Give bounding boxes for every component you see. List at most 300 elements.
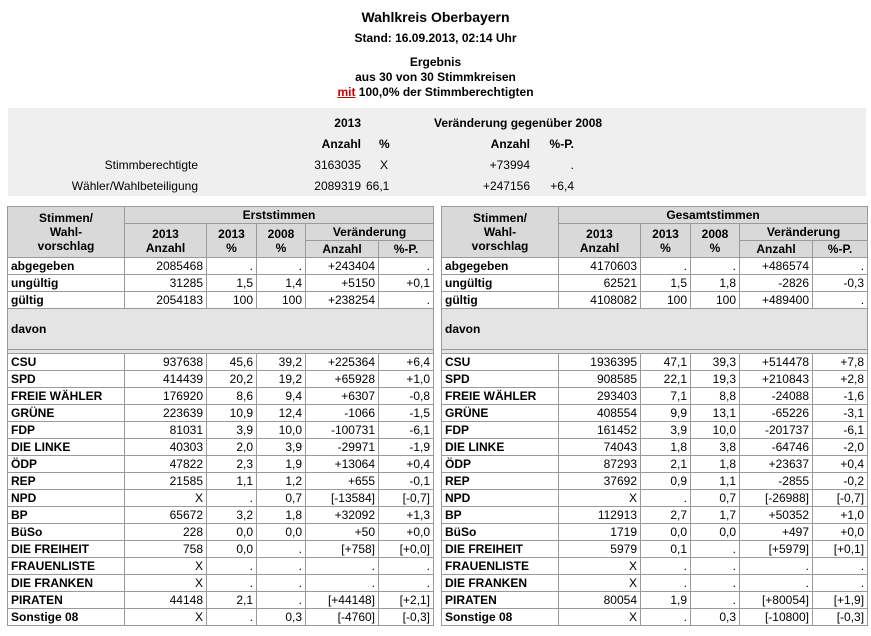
table-row xyxy=(8,439,434,456)
cell-pct-2013: 2,0 xyxy=(207,439,257,456)
cell-change: . xyxy=(740,575,813,592)
summary-row xyxy=(8,175,702,196)
row-label: CSU xyxy=(8,354,125,371)
row-label: FDP xyxy=(8,422,125,439)
cell-pct-2013: . xyxy=(641,258,691,275)
summary-year: 2013 xyxy=(334,115,361,130)
row-label: Sonstige 08 xyxy=(442,609,559,626)
cell-pct-2008: 1,8 xyxy=(691,456,740,473)
cell-pct-2013: 0,1 xyxy=(641,541,691,558)
summary-pct: X xyxy=(380,157,389,172)
table-row xyxy=(442,490,868,507)
group-header: Erststimmen xyxy=(125,207,434,224)
row-label: abgegeben xyxy=(442,258,559,275)
cell-pct-2008: 0,3 xyxy=(691,609,740,626)
cell-change: +238254 xyxy=(306,292,379,309)
cell-pct-2013: . xyxy=(207,575,257,592)
cell-pct-2008: 10,0 xyxy=(691,422,740,439)
row-label: REP xyxy=(8,473,125,490)
cell-pct-2008: 9,4 xyxy=(257,388,306,405)
cell-change: +6307 xyxy=(306,388,379,405)
cell-anzahl: X xyxy=(559,575,641,592)
cell-change: [+80054] xyxy=(740,592,813,609)
row-label: FREIE WÄHLER xyxy=(442,388,559,405)
cell-change: +5150 xyxy=(306,275,379,292)
cell-anzahl: 81031 xyxy=(125,422,207,439)
cell-pct-2008: 19,3 xyxy=(691,371,740,388)
summary-label: Wähler/Wahlbeteiligung xyxy=(71,178,198,193)
cell-change: -201737 xyxy=(740,422,813,439)
row-label: BüSo xyxy=(442,524,559,541)
cell-anzahl: 87293 xyxy=(559,456,641,473)
cell-change-pctp: +0,4 xyxy=(813,456,868,473)
header-2013-pct xyxy=(207,224,257,258)
cell-change: -100731 xyxy=(306,422,379,439)
table-row xyxy=(442,609,868,626)
cell-pct-2008: 1,1 xyxy=(691,473,740,490)
table-row xyxy=(8,422,434,439)
cell-pct-2008: 39,2 xyxy=(257,354,306,371)
summary-col-pct: % xyxy=(379,136,390,151)
cell-change: +486574 xyxy=(740,258,813,275)
cell-pct-2008: . xyxy=(691,558,740,575)
table-row xyxy=(8,592,434,609)
cell-anzahl: 1719 xyxy=(559,524,641,541)
cell-pct-2013: 100 xyxy=(207,292,257,309)
cell-pct-2013: . xyxy=(207,258,257,275)
cell-pct-2013: . xyxy=(641,609,691,626)
cell-pct-2008: 12,4 xyxy=(257,405,306,422)
row-label: DIE FRANKEN xyxy=(442,575,559,592)
cell-pct-2008: . xyxy=(691,575,740,592)
cell-change: [+758] xyxy=(306,541,379,558)
header-year-2013: 2013 xyxy=(652,226,679,241)
cell-change-pctp: [+0,0] xyxy=(379,541,434,558)
summary-row xyxy=(8,154,702,175)
cell-change-pctp: -6,1 xyxy=(813,422,868,439)
cell-change: [-10800] xyxy=(740,609,813,626)
cell-change-pctp: . xyxy=(813,292,868,309)
cell-anzahl: X xyxy=(125,609,207,626)
cell-pct-2013: 20,2 xyxy=(207,371,257,388)
cell-anzahl: 40303 xyxy=(125,439,207,456)
summary-col-anzahl: Anzahl xyxy=(321,136,361,151)
cell-pct-2008: 13,1 xyxy=(691,405,740,422)
cell-anzahl: 112913 xyxy=(559,507,641,524)
header-year-2013: 2013 xyxy=(218,226,245,241)
cell-anzahl: 37692 xyxy=(559,473,641,490)
header-change-anzahl: Anzahl xyxy=(306,241,379,258)
cell-pct-2008: 3,9 xyxy=(257,439,306,456)
row-label: NPD xyxy=(8,490,125,507)
table-row xyxy=(442,405,868,422)
cell-pct-2013: 45,6 xyxy=(207,354,257,371)
table-row xyxy=(442,371,868,388)
cell-change: -2826 xyxy=(740,275,813,292)
mit-link[interactable]: mit xyxy=(337,85,356,99)
cell-change-pctp: +2,8 xyxy=(813,371,868,388)
cell-pct-2013: 3,2 xyxy=(207,507,257,524)
cell-anzahl: 4170603 xyxy=(559,258,641,275)
cell-change: [-13584] xyxy=(306,490,379,507)
cell-anzahl: X xyxy=(559,609,641,626)
cell-pct-2008: 10,0 xyxy=(257,422,306,439)
cell-pct-2008: 1,7 xyxy=(691,507,740,524)
page-header xyxy=(0,0,871,100)
davon-label: davon xyxy=(8,309,434,350)
cell-pct-2013: 3,9 xyxy=(641,422,691,439)
cell-change-pctp: . xyxy=(379,292,434,309)
cell-change-pctp: [-0,7] xyxy=(379,490,434,507)
cell-change-pctp: [-0,3] xyxy=(813,609,868,626)
cell-pct-2013: . xyxy=(641,558,691,575)
cell-change: -29971 xyxy=(306,439,379,456)
cell-pct-2013: 1,8 xyxy=(641,439,691,456)
cell-pct-2008: 19,2 xyxy=(257,371,306,388)
cell-anzahl: 65672 xyxy=(125,507,207,524)
header-pct: % xyxy=(226,240,237,255)
header-2008-pct xyxy=(257,224,306,258)
cell-pct-2008: . xyxy=(691,592,740,609)
cell-pct-2008: 1,8 xyxy=(691,275,740,292)
table-row xyxy=(442,292,868,309)
cell-pct-2013: 2,7 xyxy=(641,507,691,524)
cell-pct-2013: 1,9 xyxy=(641,592,691,609)
cell-change-pctp: . xyxy=(813,258,868,275)
summary-anzahl: 2089319 xyxy=(314,178,361,193)
cell-pct-2008: 0,7 xyxy=(691,490,740,507)
table-row xyxy=(8,258,434,275)
header-change-anzahl: Anzahl xyxy=(740,241,813,258)
header-2013-pct xyxy=(641,224,691,258)
cell-pct-2013: 22,1 xyxy=(641,371,691,388)
row-label: DIE LINKE xyxy=(8,439,125,456)
table-row xyxy=(442,558,868,575)
cell-pct-2008: 1,2 xyxy=(257,473,306,490)
cell-anzahl: X xyxy=(559,558,641,575)
cell-pct-2013: 47,1 xyxy=(641,354,691,371)
cell-change: +497 xyxy=(740,524,813,541)
header-year-2013: 2013 xyxy=(152,226,179,241)
cell-change: +13064 xyxy=(306,456,379,473)
table-row xyxy=(442,575,868,592)
erststimmen-table xyxy=(7,206,434,626)
cell-pct-2013: 2,3 xyxy=(207,456,257,473)
gesamtstimmen-table xyxy=(441,206,868,626)
cell-anzahl: 4108082 xyxy=(559,292,641,309)
cell-pct-2008: 0,0 xyxy=(691,524,740,541)
table-row xyxy=(442,524,868,541)
cell-change-pctp: +7,8 xyxy=(813,354,868,371)
cell-pct-2013: . xyxy=(207,609,257,626)
cell-change: +50 xyxy=(306,524,379,541)
cell-anzahl: 223639 xyxy=(125,405,207,422)
cell-pct-2013: 1,5 xyxy=(207,275,257,292)
cell-change-pctp: -1,5 xyxy=(379,405,434,422)
cell-pct-2013: . xyxy=(641,490,691,507)
cell-change-pctp: . xyxy=(379,558,434,575)
table-row xyxy=(8,575,434,592)
cell-change-pctp: +1,0 xyxy=(379,371,434,388)
cell-anzahl: 228 xyxy=(125,524,207,541)
header-veraenderung: Veränderung xyxy=(740,224,868,241)
cell-change: +489400 xyxy=(740,292,813,309)
table-row xyxy=(8,541,434,558)
summary-change: +73994 xyxy=(489,157,530,172)
cell-change: -64746 xyxy=(740,439,813,456)
table-row xyxy=(442,275,868,292)
row-label: SPD xyxy=(8,371,125,388)
cell-change-pctp: -2,0 xyxy=(813,439,868,456)
row-label: PIRATEN xyxy=(8,592,125,609)
cell-pct-2013: 8,6 xyxy=(207,388,257,405)
row-label: CSU xyxy=(442,354,559,371)
stimmkreise-count: aus 30 von 30 Stimmkreisen xyxy=(355,70,516,84)
header-2013-anzahl xyxy=(559,224,641,258)
cell-pct-2008: 0,0 xyxy=(257,524,306,541)
table-row xyxy=(8,473,434,490)
header-change-pctp: %-P. xyxy=(379,241,434,258)
cell-anzahl: 2085468 xyxy=(125,258,207,275)
group-header: Gesamtstimmen xyxy=(559,207,868,224)
table-row xyxy=(442,456,868,473)
cell-change-pctp: . xyxy=(813,575,868,592)
cell-pct-2013: 7,1 xyxy=(641,388,691,405)
cell-anzahl: 414439 xyxy=(125,371,207,388)
header-stimmen-wahlvorschlag xyxy=(442,207,559,258)
table-row xyxy=(442,473,868,490)
cell-pct-2008: . xyxy=(257,575,306,592)
row-label: BP xyxy=(442,507,559,524)
cell-change: [-4760] xyxy=(306,609,379,626)
table-row xyxy=(442,541,868,558)
cell-change-pctp: [-0,7] xyxy=(813,490,868,507)
summary-col-anzahl2: Anzahl xyxy=(490,136,530,151)
cell-pct-2013: . xyxy=(207,558,257,575)
cell-change: -24088 xyxy=(740,388,813,405)
summary-anzahl: 3163035 xyxy=(314,157,361,172)
cell-change: [-26988] xyxy=(740,490,813,507)
cell-pct-2008: 1,8 xyxy=(257,507,306,524)
cell-anzahl: X xyxy=(559,490,641,507)
row-label: gültig xyxy=(8,292,125,309)
header-line-2: Wahl- xyxy=(49,225,83,239)
row-label: BP xyxy=(8,507,125,524)
header-line-2: Wahl- xyxy=(483,225,517,239)
cell-pct-2008: 0,3 xyxy=(257,609,306,626)
cell-pct-2008: . xyxy=(691,541,740,558)
cell-anzahl: 80054 xyxy=(559,592,641,609)
row-label: ÖDP xyxy=(8,456,125,473)
cell-change-pctp: . xyxy=(813,558,868,575)
cell-pct-2013: 0,0 xyxy=(641,524,691,541)
row-label: abgegeben xyxy=(8,258,125,275)
cell-change: +32092 xyxy=(306,507,379,524)
cell-change-pctp: [+1,9] xyxy=(813,592,868,609)
table-row xyxy=(8,524,434,541)
cell-change: +225364 xyxy=(306,354,379,371)
table-row xyxy=(442,258,868,275)
row-label: FREIE WÄHLER xyxy=(8,388,125,405)
summary-col-pctp: %-P. xyxy=(549,136,574,151)
header-change-pctp: %-P. xyxy=(813,241,868,258)
table-row xyxy=(442,439,868,456)
cell-anzahl: 2054183 xyxy=(125,292,207,309)
cell-anzahl: 21585 xyxy=(125,473,207,490)
cell-pct-2013: 100 xyxy=(641,292,691,309)
cell-pct-2013: 2,1 xyxy=(641,456,691,473)
cell-pct-2008: . xyxy=(691,258,740,275)
page-title: Wahlkreis Oberbayern xyxy=(361,9,510,25)
row-label: REP xyxy=(442,473,559,490)
cell-pct-2013: 10,9 xyxy=(207,405,257,422)
table-row xyxy=(8,405,434,422)
cell-pct-2008: . xyxy=(257,558,306,575)
cell-change: +65928 xyxy=(306,371,379,388)
cell-change: +50352 xyxy=(740,507,813,524)
row-label: DIE FRANKEN xyxy=(8,575,125,592)
cell-change: -65226 xyxy=(740,405,813,422)
cell-change-pctp: -0,8 xyxy=(379,388,434,405)
cell-anzahl: 31285 xyxy=(125,275,207,292)
cell-change-pctp: . xyxy=(379,575,434,592)
table-row xyxy=(8,388,434,405)
cell-change: +514478 xyxy=(740,354,813,371)
davon-row xyxy=(8,309,434,350)
header-line-1: Stimmen/ xyxy=(472,211,527,225)
cell-pct-2008: 3,8 xyxy=(691,439,740,456)
cell-change-pctp: -1,6 xyxy=(813,388,868,405)
cell-change-pctp: -3,1 xyxy=(813,405,868,422)
cell-pct-2008: 1,4 xyxy=(257,275,306,292)
cell-anzahl: 47822 xyxy=(125,456,207,473)
timestamp: Stand: 16.09.2013, 02:14 Uhr xyxy=(354,31,517,45)
davon-label: davon xyxy=(442,309,868,350)
summary-changep: . xyxy=(570,157,574,172)
row-label: DIE LINKE xyxy=(442,439,559,456)
cell-change-pctp: [+0,1] xyxy=(813,541,868,558)
row-label: PIRATEN xyxy=(442,592,559,609)
cell-change-pctp: +1,3 xyxy=(379,507,434,524)
cell-anzahl: 408554 xyxy=(559,405,641,422)
cell-change-pctp: +1,0 xyxy=(813,507,868,524)
cell-change: . xyxy=(306,558,379,575)
cell-change-pctp: +0,0 xyxy=(813,524,868,541)
table-row xyxy=(8,371,434,388)
cell-change-pctp: -0,3 xyxy=(813,275,868,292)
cell-anzahl: 758 xyxy=(125,541,207,558)
row-label: NPD xyxy=(442,490,559,507)
table-row xyxy=(442,592,868,609)
header-pct: % xyxy=(275,240,287,255)
header-anzahl: Anzahl xyxy=(145,240,186,255)
header-year-2013: 2013 xyxy=(586,226,613,241)
table-row xyxy=(442,422,868,439)
summary-change-header: Veränderung gegenüber 2008 xyxy=(434,115,603,130)
header-2008-pct xyxy=(691,224,740,258)
cell-change: +210843 xyxy=(740,371,813,388)
table-row xyxy=(8,354,434,371)
cell-pct-2013: 1,5 xyxy=(641,275,691,292)
header-2013-anzahl xyxy=(125,224,207,258)
cell-anzahl: 293403 xyxy=(559,388,641,405)
table-row xyxy=(8,292,434,309)
cell-anzahl: 44148 xyxy=(125,592,207,609)
header-year-2008: 2008 xyxy=(267,226,295,241)
cell-pct-2008: 1,9 xyxy=(257,456,306,473)
row-label: GRÜNE xyxy=(8,405,125,422)
cell-pct-2008: 0,7 xyxy=(257,490,306,507)
cell-pct-2013: . xyxy=(641,575,691,592)
cell-change-pctp: +0,1 xyxy=(379,275,434,292)
header-pct: % xyxy=(709,240,721,255)
row-label: ungültig xyxy=(8,275,125,292)
berechtigte-text: 100,0% der Stimmberechtigten xyxy=(358,85,534,99)
cell-change: . xyxy=(740,558,813,575)
header-line-3: vorschlag xyxy=(471,239,529,253)
row-label: DIE FREIHEIT xyxy=(8,541,125,558)
cell-pct-2008: 100 xyxy=(691,292,740,309)
cell-anzahl: 937638 xyxy=(125,354,207,371)
row-label: SPD xyxy=(442,371,559,388)
table-row xyxy=(442,507,868,524)
cell-change: -2855 xyxy=(740,473,813,490)
cell-pct-2008: . xyxy=(257,541,306,558)
summary-changep: +6,4 xyxy=(550,178,574,193)
table-row xyxy=(8,275,434,292)
cell-change: [+5979] xyxy=(740,541,813,558)
cell-pct-2008: 100 xyxy=(257,292,306,309)
cell-anzahl: X xyxy=(125,575,207,592)
cell-change-pctp: -1,9 xyxy=(379,439,434,456)
cell-anzahl: 908585 xyxy=(559,371,641,388)
row-label: DIE FREIHEIT xyxy=(442,541,559,558)
summary-change: +247156 xyxy=(482,178,530,193)
cell-pct-2013: 0,9 xyxy=(641,473,691,490)
summary-label: Stimmberechtigte xyxy=(104,157,198,172)
cell-change-pctp: +6,4 xyxy=(379,354,434,371)
cell-change-pctp: -0,1 xyxy=(379,473,434,490)
cell-change: . xyxy=(306,575,379,592)
row-label: ÖDP xyxy=(442,456,559,473)
result-info xyxy=(0,55,871,100)
cell-change-pctp: -6,1 xyxy=(379,422,434,439)
cell-change-pctp: +0,4 xyxy=(379,456,434,473)
davon-row xyxy=(442,309,868,350)
cell-change: -1066 xyxy=(306,405,379,422)
cell-pct-2013: 0,0 xyxy=(207,541,257,558)
cell-change-pctp: -0,2 xyxy=(813,473,868,490)
table-row xyxy=(8,490,434,507)
cell-pct-2008: . xyxy=(257,258,306,275)
cell-anzahl: X xyxy=(125,558,207,575)
cell-anzahl: X xyxy=(125,490,207,507)
summary-pct: 66,1 xyxy=(366,178,390,193)
cell-change: +655 xyxy=(306,473,379,490)
cell-change-pctp: +0,0 xyxy=(379,524,434,541)
row-label: Sonstige 08 xyxy=(8,609,125,626)
header-line-1: Stimmen/ xyxy=(38,211,93,225)
cell-pct-2013: 1,1 xyxy=(207,473,257,490)
cell-anzahl: 62521 xyxy=(559,275,641,292)
table-row xyxy=(8,558,434,575)
cell-pct-2013: 0,0 xyxy=(207,524,257,541)
cell-anzahl: 1936395 xyxy=(559,354,641,371)
table-row xyxy=(8,507,434,524)
cell-change-pctp: [-0,3] xyxy=(379,609,434,626)
header-anzahl: Anzahl xyxy=(579,240,620,255)
cell-pct-2013: 9,9 xyxy=(641,405,691,422)
